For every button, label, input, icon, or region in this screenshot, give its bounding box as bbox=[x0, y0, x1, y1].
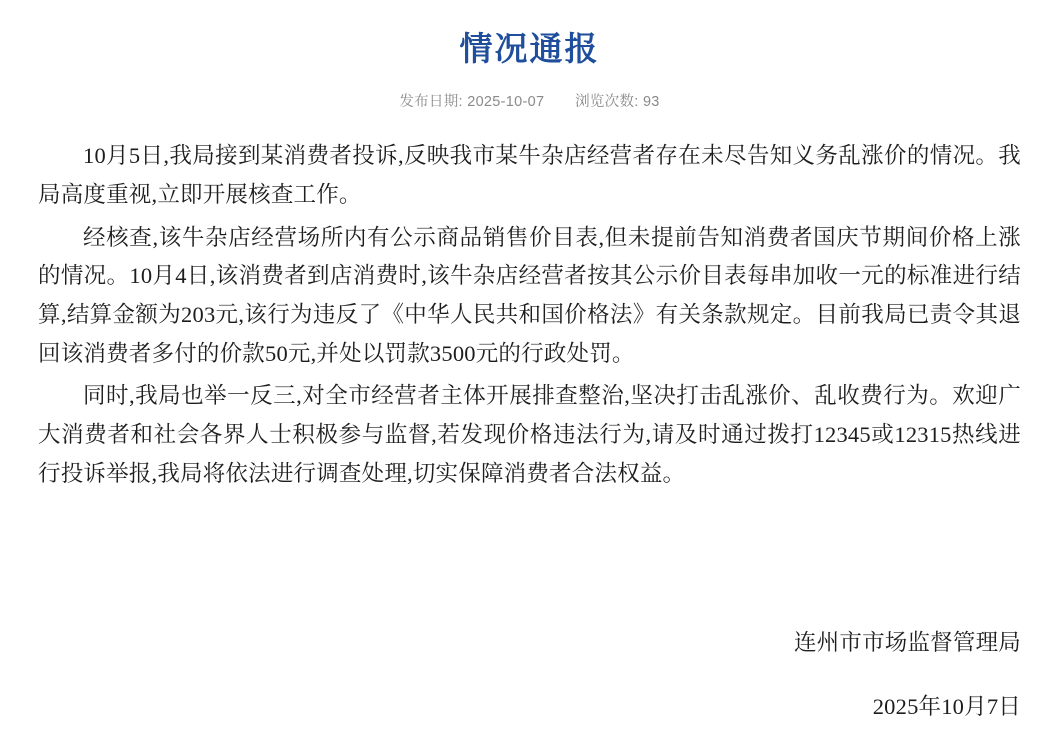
publish-date-group bbox=[399, 90, 544, 111]
view-count-group bbox=[575, 90, 660, 111]
document-meta bbox=[38, 90, 1021, 111]
document-body bbox=[38, 137, 1021, 493]
body-paragraph: 10月5日,我局接到某消费者投诉,反映我市某牛杂店经营者存在未尽告知义务乱涨价的情况。我局高度重视,立即开展核查工作。 bbox=[38, 143, 1021, 207]
body-paragraph: 经核查,该牛杂店经营场所内有公示商品销售价目表,但未提前告知消费者国庆节期间价格上涨的情况。10月4日,该消费者到店消费时,该牛杂店经营者按其公示价目表每串加收一元的标准进行结算,结算金额为203元,该行为违反了《中华人民共和国价格法》有关条款规定。目前我局已责令其退回该消费者多付的价款50元,并处以罚款3500元的行政处罚。 bbox=[38, 224, 1021, 366]
signature-date: 2025年10月7日 bbox=[872, 694, 1021, 719]
page-title: 情况通报 bbox=[459, 30, 600, 67]
publish-date-value: 2025-10-07 bbox=[467, 94, 545, 111]
view-count-label: 浏览次数: bbox=[575, 94, 639, 111]
view-count-value: 93 bbox=[642, 94, 660, 111]
publish-date-label: 发布日期: bbox=[399, 94, 463, 111]
body-paragraph: 同时,我局也举一反三,对全市经营者主体开展排查整治,坚决打击乱涨价、乱收费行为。欢迎广大消费者和社会各界人士积极参与监督,若发现价格违法行为,请及时通过拨打12345或12315热线进行投诉举报,我局将依法进行调查处理,切实保障消费者合法权益。 bbox=[38, 383, 1021, 486]
signature-issuer: 连州市市场监督管理局 bbox=[793, 630, 1021, 655]
